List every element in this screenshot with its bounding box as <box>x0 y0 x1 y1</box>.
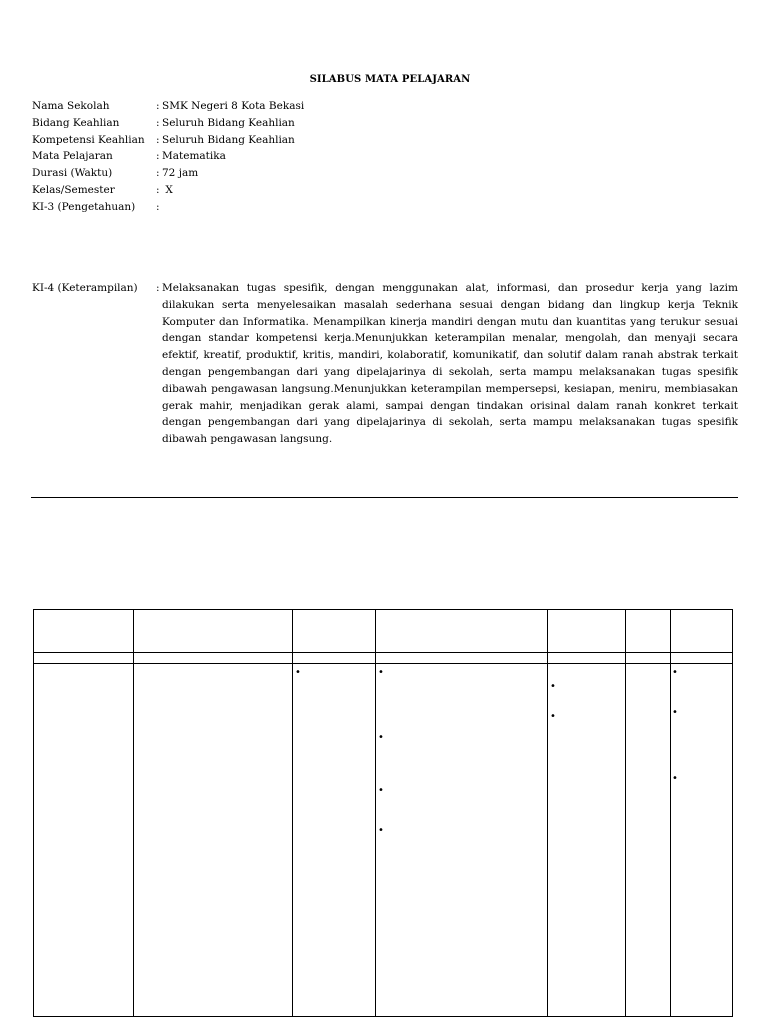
info-label: Nama Sekolah <box>32 100 110 112</box>
table-column-divider <box>375 610 376 1016</box>
info-label: Mata Pelajaran <box>32 150 113 163</box>
table-column-divider <box>670 610 671 1016</box>
info-row <box>32 148 304 165</box>
table-header-divider <box>34 663 732 664</box>
info-label: Kelas/Semester <box>32 183 115 196</box>
info-value: SMK Negeri 8 Kota Bekasi <box>162 100 305 112</box>
ki4-text: Melaksanakan tugas spesifik, dengan menggunakan alat, informasi, dan prosedur kerja yang lazim dilakukan serta menyelesaikan masalah sederhana sesuai dengan bidang dan lingkup kerja Teknik Komputer dan Informatika. Menampilkan kinerja mandiri dengan mutu dan kuantitas yang terukur sesuai dengan standar kompetensi kerja.Menunjukkan keterampilan menalar, mengolah, dan menyaji secara efektif, kreatif, produktif, kritis, mandiri, kolaboratif, komunikatif, dan solutif dalam ranah abstrak terkait dengan pengembangan dari yang dipelajarinya di sekolah, serta mampu melaksanakan tugas spesifik dibawah pengawasan langsung.Menunjukkan keterampilan mempersepsi, kesiapan, meniru, membiasakan gerak mahir, menjadikan gerak alami, sampai dengan tindakan orisinal dalam ranah konkret terkait dengan pengembangan dari yang dipelajarinya di sekolah, serta mampu melaksanakan tugas spesifik dibawah pengawasan langsung. <box>162 282 738 446</box>
table-column-divider <box>292 610 293 1016</box>
table-column-divider <box>625 610 626 1016</box>
info-separator: : <box>156 200 160 213</box>
bullet-icon: • <box>672 773 678 784</box>
info-value: Seluruh Bidang Keahlian <box>162 133 295 146</box>
bullet-icon: • <box>378 667 384 678</box>
ki4-label: KI-4 (Keterampilan) <box>32 282 138 294</box>
info-value: Matematika <box>162 150 226 163</box>
bullet-icon: • <box>550 681 556 692</box>
info-row <box>32 132 304 149</box>
bullet-icon: • <box>378 785 384 796</box>
info-label: KI-3 (Pengetahuan) <box>32 200 136 213</box>
info-row <box>32 165 304 182</box>
info-block <box>32 98 304 216</box>
ki4-separator: : <box>156 282 160 294</box>
bullet-icon: • <box>672 707 678 718</box>
bullet-icon: • <box>378 732 384 743</box>
info-value: 72 jam <box>162 167 199 180</box>
document-title: SILABUS MATA PELAJARAN <box>309 74 471 85</box>
bullet-icon: • <box>672 667 678 678</box>
table-column-divider <box>133 610 134 1016</box>
info-separator: : <box>156 183 160 196</box>
table-header-divider <box>34 652 732 653</box>
info-label: Durasi (Waktu) <box>32 167 113 180</box>
info-separator: : <box>156 100 160 112</box>
bullet-icon: • <box>295 667 301 678</box>
info-row <box>32 98 304 115</box>
info-row <box>32 182 304 199</box>
info-separator: : <box>156 116 160 129</box>
info-value: X <box>162 183 173 196</box>
info-label: Bidang Keahlian <box>32 116 120 129</box>
horizontal-divider <box>31 497 738 498</box>
info-row <box>32 199 304 216</box>
syllabus-table <box>33 609 733 1017</box>
table-column-divider <box>547 610 548 1016</box>
info-label: Kompetensi Keahlian <box>32 133 145 146</box>
info-value: Seluruh Bidang Keahlian <box>162 116 295 129</box>
bullet-icon: • <box>378 825 384 836</box>
info-row <box>32 115 304 132</box>
info-separator: : <box>156 167 160 180</box>
info-separator: : <box>156 150 160 163</box>
info-separator: : <box>156 133 160 146</box>
bullet-icon: • <box>550 711 556 722</box>
